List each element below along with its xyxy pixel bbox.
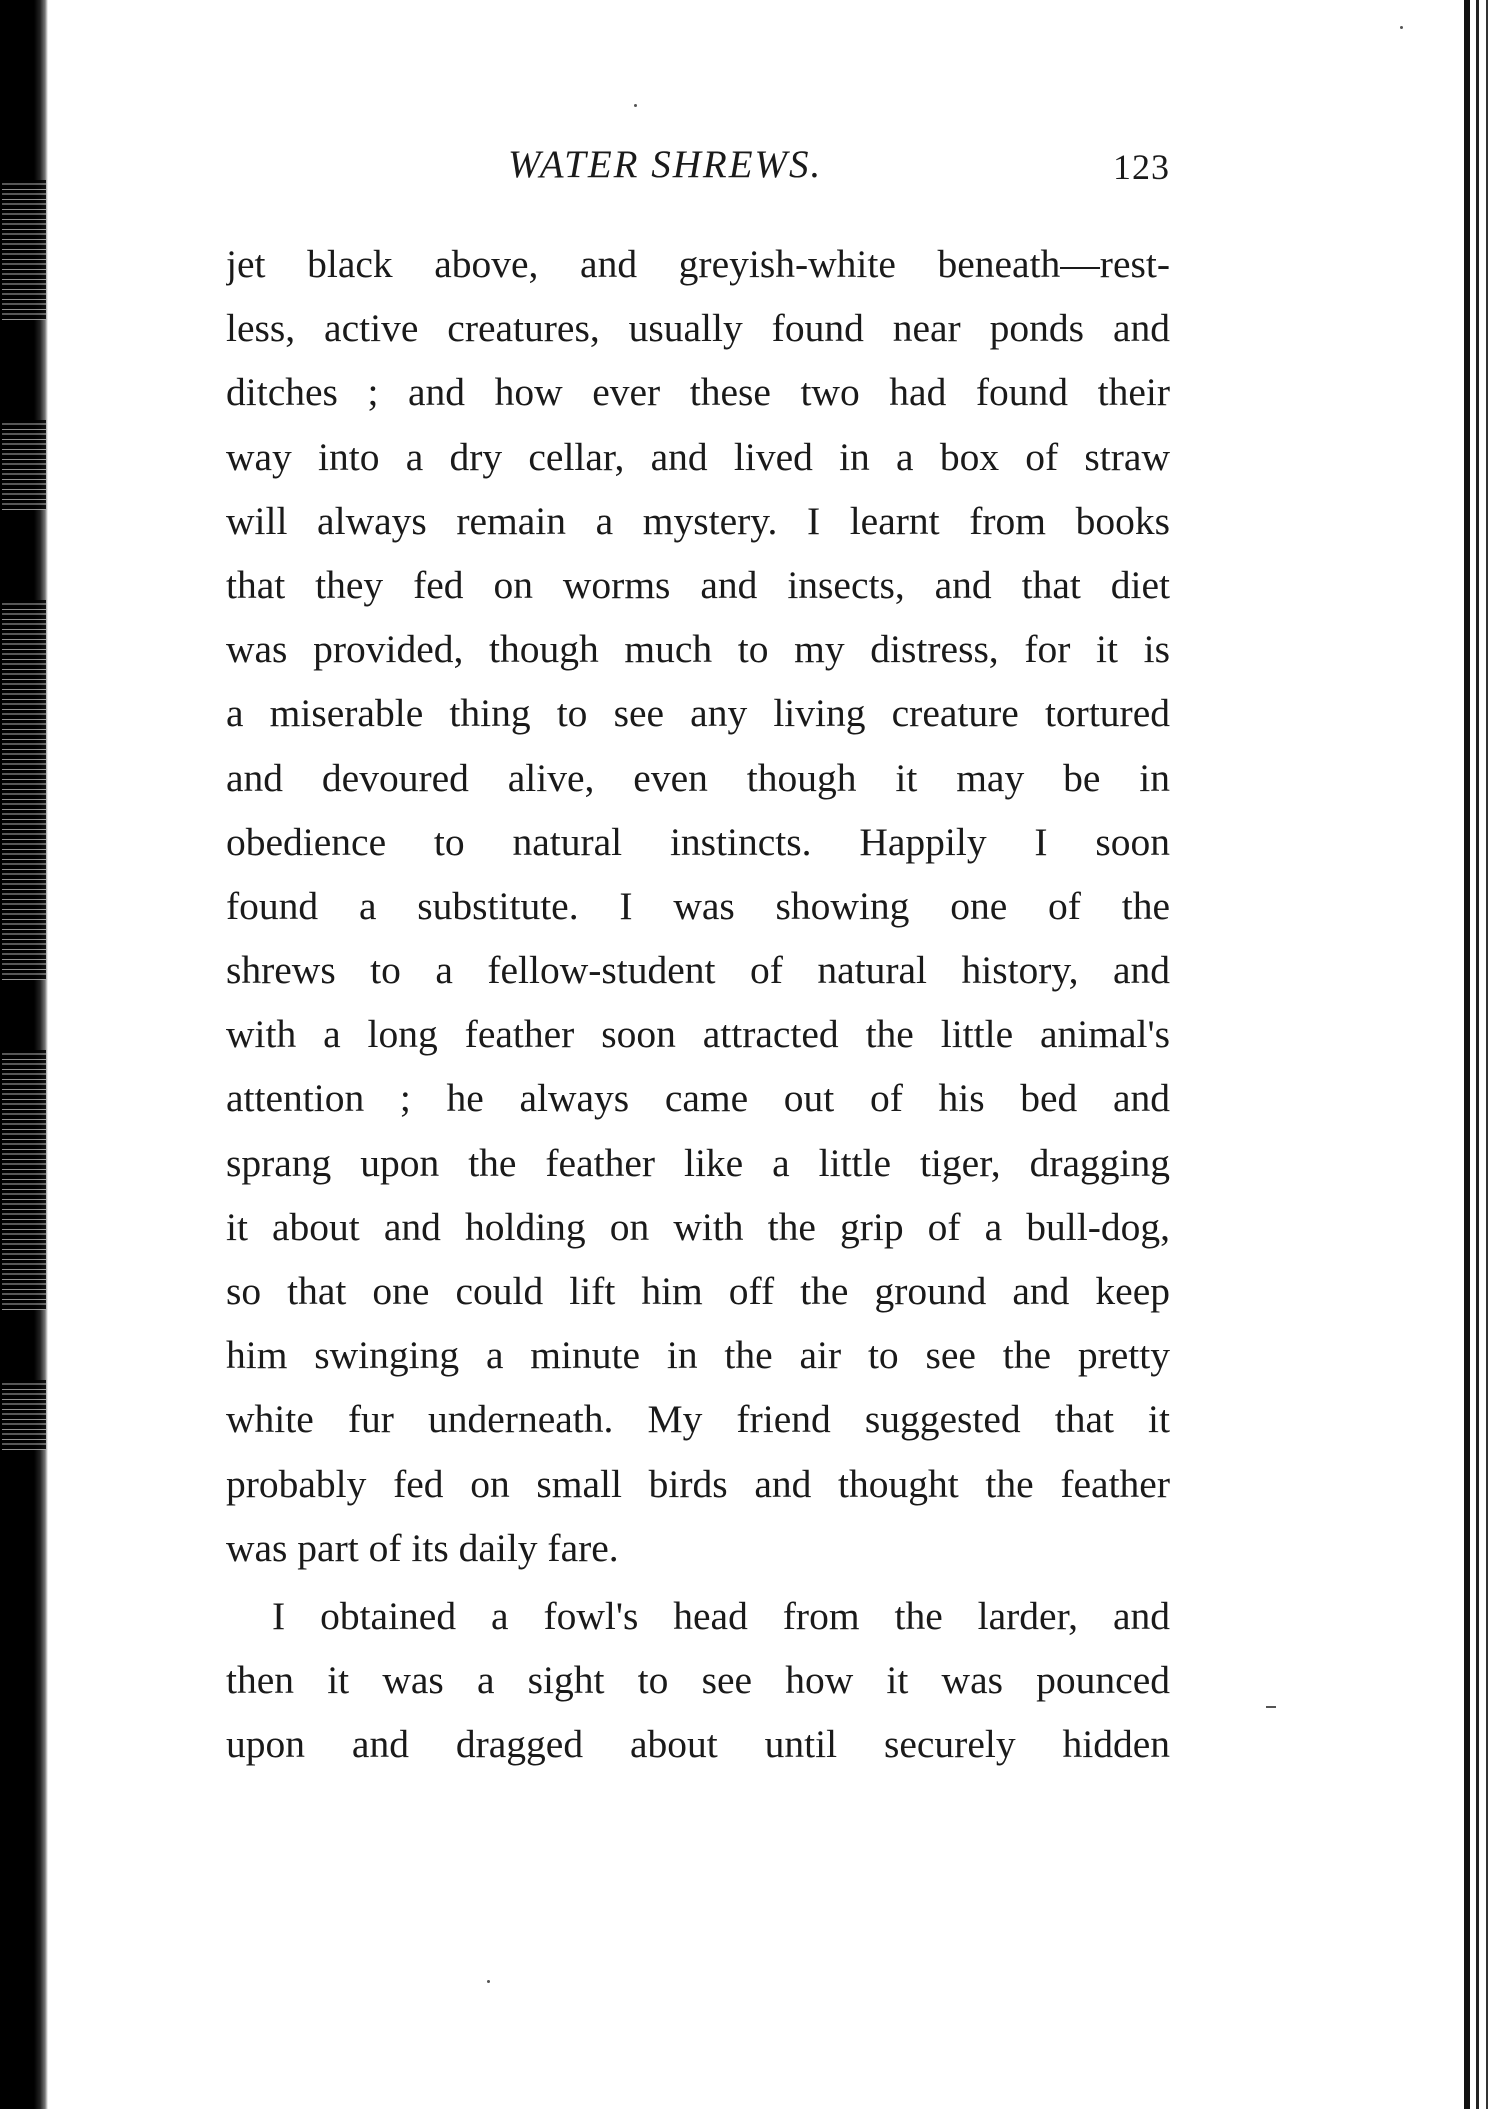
text-line: upon and dragged about until securely hidden [226,1722,1170,1767]
text-line: white fur underneath. My friend suggested that it [226,1397,1170,1442]
text-line: jet black above, and greyish-white beneath—rest- [226,242,1170,286]
running-header [226,142,1170,192]
text-line: was part of its daily fare. [226,1525,619,1570]
text-line: obedience to natural instincts. Happily I soon [226,819,1170,864]
right-page-edge-outer [1486,0,1488,2109]
text-line: sprang upon the feather like a little tiger, dragging [226,1140,1170,1185]
scan-speck [487,1980,490,1983]
text-line: was provided, though much to my distress, for it is [226,627,1170,672]
text-line: a miserable thing to see any living creature tortured [226,691,1170,736]
text-line: ditches ; and how ever these two had found their [226,370,1170,415]
text-line: him swinging a minute in the air to see the pretty [226,1333,1170,1378]
scan-speck [1400,26,1403,29]
text-line: will always remain a mystery. I learnt from books [226,498,1170,543]
paragraph [226,1584,1170,1777]
left-binding-gutter [0,0,48,2109]
text-line: and devoured alive, even though it may be in [226,755,1170,800]
text-line: I obtained a fowl's head from the larder, and [272,1593,1170,1638]
scan-speck [1266,1706,1276,1708]
text-line: attention ; he always came out of his bed and [226,1076,1170,1121]
text-line: it about and holding on with the grip of a bull-dog, [226,1204,1170,1249]
scan-speck [634,104,637,107]
text-line: that they fed on worms and insects, and that diet [226,562,1170,607]
body-text [226,232,1170,1777]
text-line: way into a dry cellar, and lived in a box of straw [226,434,1170,479]
text-line: probably fed on small birds and thought the feather [226,1461,1170,1506]
text-line: shrews to a fellow-student of natural history, and [226,948,1170,993]
paragraph [226,232,1170,1580]
text-line: less, active creatures, usually found near ponds and [226,306,1170,351]
text-line: found a substitute. I was showing one of the [226,883,1170,928]
right-page-edge-inner [1476,0,1479,2109]
page-number: 123 [1113,147,1170,187]
text-line: then it was a sight to see how it was pounced [226,1658,1170,1703]
text-line: so that one could lift him off the ground and keep [226,1269,1170,1313]
running-title: WATER SHREWS. [508,143,823,186]
text-line: with a long feather soon attracted the little animal's [226,1012,1170,1057]
right-page-edge [1464,0,1470,2109]
